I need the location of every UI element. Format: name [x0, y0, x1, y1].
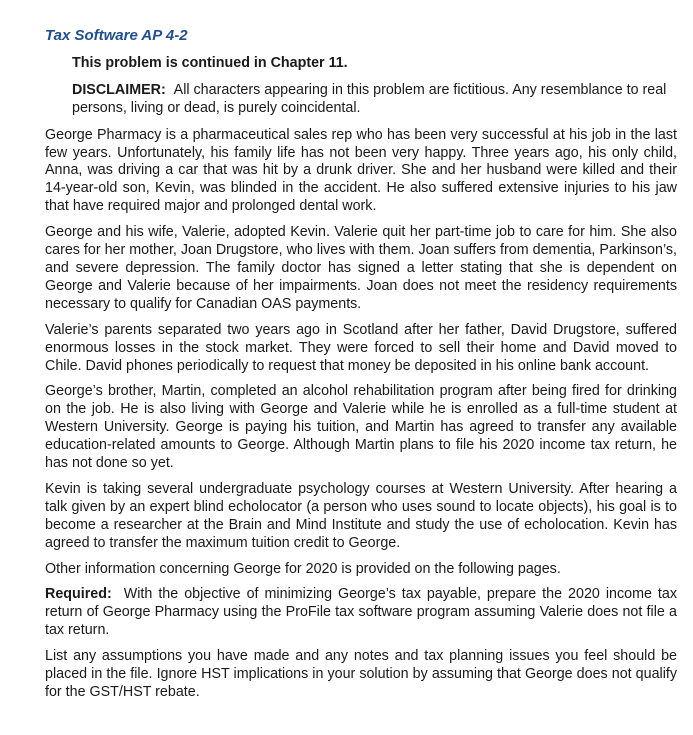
continuation-note: This problem is continued in Chapter 11.	[72, 54, 348, 71]
paragraph-closing: List any assumptions you have made and any notes and tax planning issues you feel should be placed in the file. Ignore HST implications in your solution by assuming that George does not qualify for the GST/HST rebate.	[45, 648, 677, 700]
problem-title: Tax Software AP 4-2	[45, 27, 188, 44]
required-text: With the objective of minimizing George’s tax payable, prepare the 2020 income tax return of George Pharmacy using the ProFile tax software program assuming Valerie does not file a tax return.	[45, 586, 677, 639]
paragraph-valerie-parents: Valerie’s parents separated two years ago in Scotland after her father, David Drugstore, suffered enormous losses in the stock market. They were forced to sell their home and David moved to Chile. David phones periodically to request that money be deposited in his online bank account.	[45, 321, 677, 374]
paragraph-other-info: Other information concerning George for 2020 is provided on the following pages.	[45, 560, 561, 577]
required-section	[45, 586, 677, 640]
required-label: Required:	[45, 586, 112, 603]
paragraph-background: George Pharmacy is a pharmaceutical sales rep who has been very successful at his job in the last few years. Unfortunately, his family life has not been very happy. Three years ago, his only child, Anna, was driving a car that was hit by a drunk driver. She and her husband were killed and their 14-year-old son, Kevin, was blinded in the accident. He also suffered extensive injuries to his jaw that have required major and prolonged dental work.	[45, 126, 677, 215]
paragraph-adoption: George and his wife, Valerie, adopted Kevin. Valerie quit her part-time job to care for him. She also cares for her mother, Joan Drugstore, who lives with them. Joan suffers from dementia, Parkinson’s, and severe depression. The family doctor has signed a letter stating that she is dependent on George and Valerie because of her impairments. Joan does not meet the residency requirements necessary to qualify for Canadian OAS payments.	[45, 224, 677, 312]
disclaimer	[72, 82, 677, 118]
disclaimer-text: All characters appearing in this problem are fictitious. Any resemblance to real persons, living or dead, is purely coincidental.	[72, 81, 667, 116]
paragraph-martin: George’s brother, Martin, completed an alcohol rehabilitation program after being fired for drinking on the job. He is also living with George and Valerie while he is enrolled as a full-time student at Western University. George is paying his tuition, and Martin has agreed to transfer any available education-related amounts to George. Although Martin plans to file his 2020 income tax return, he has not done so yet.	[45, 383, 677, 472]
disclaimer-label: DISCLAIMER:	[72, 81, 166, 98]
paragraph-kevin: Kevin is taking several undergraduate psychology courses at Western University. After hearing a talk given by an expert blind echolocator (a person who uses sound to locate objects), his goal is to become a researcher at the Brain and Mind Institute and study the use of echolocation. Kevin has agreed to transfer the maximum tuition credit to George.	[45, 480, 677, 551]
